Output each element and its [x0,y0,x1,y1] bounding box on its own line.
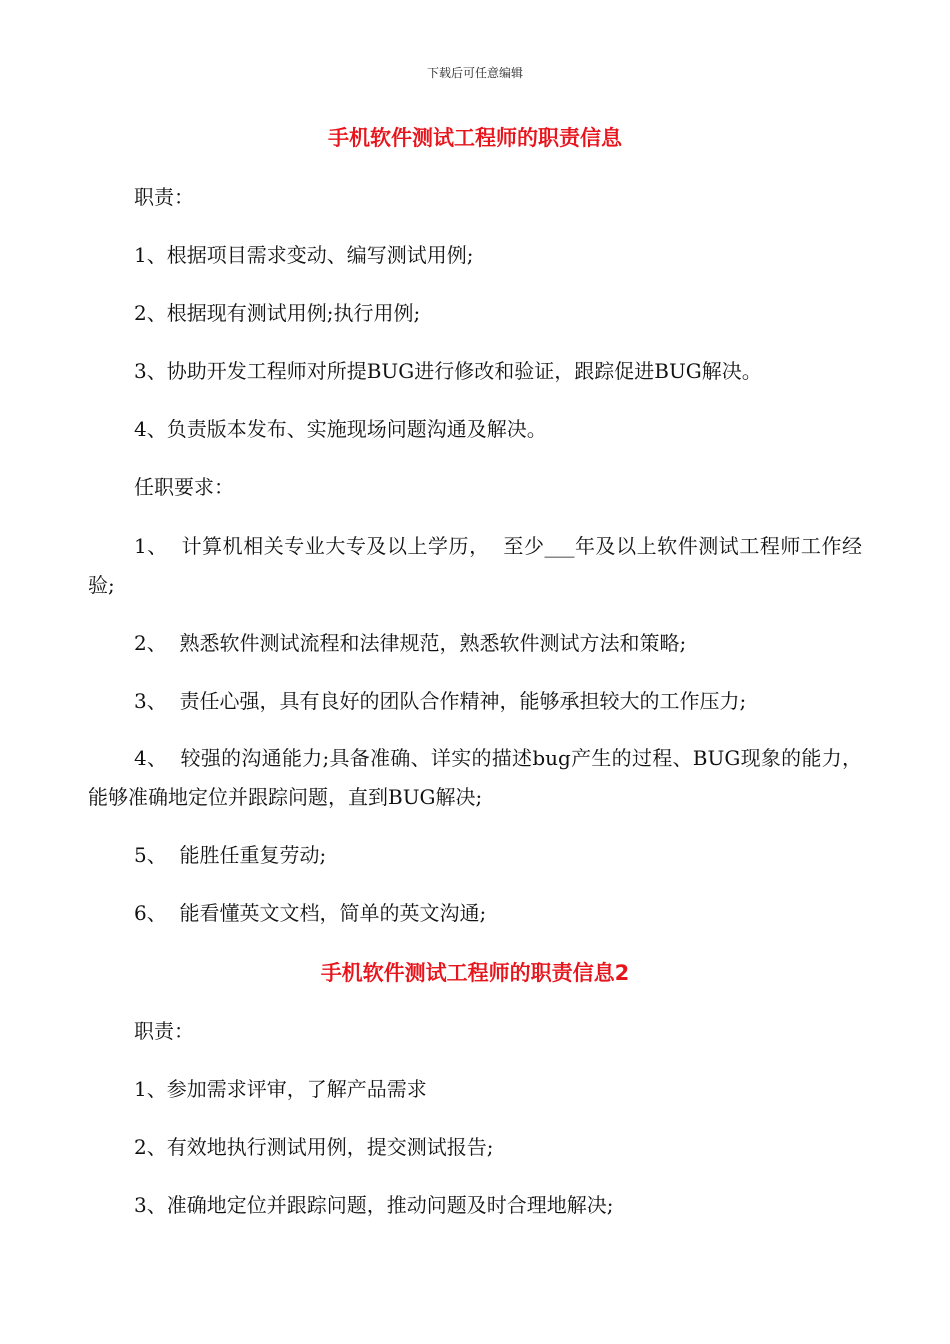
section-1-title: 手机软件测试工程师的职责信息 [328,126,622,150]
section-2-duty-item: 2、有效地执行测试用例，提交测试报告; [134,1135,494,1159]
section-1-duties-label: 职责： [134,185,194,209]
section-1-requirements-label: 任职要求： [134,475,234,499]
section-1-duty-item: 4、负责版本发布、实施现场问题沟通及解决。 [134,417,547,441]
requirement-item: 2、 熟悉软件测试流程和法律规范，熟悉软件测试方法和策略; [134,631,687,655]
page-header: 下载后可任意编辑 [426,66,523,80]
section-2-duty-item: 1、参加需求评审，了解产品需求 [134,1077,427,1101]
section-2-duty-item: 3、准确地定位并跟踪问题，推动问题及时合理地解决; [134,1193,614,1217]
section-2-duties-label: 职责： [134,1019,194,1043]
requirement-item: 3、 责任心强，具有良好的团队合作精神，能够承担较大的工作压力; [134,689,747,713]
requirement-item: 4、 较强的沟通能力;具备准确、详实的描述bug产生的过程、BUG现象的能力，能够准确地定位并跟踪问题，直到BUG解决; [88,746,862,809]
section-1-duty-item: 1、根据项目需求变动、编写测试用例; [134,243,474,267]
section-2-title: 手机软件测试工程师的职责信息2 [320,961,630,985]
requirement-item: 5、 能胜任重复劳动; [134,843,327,867]
section-1-duty-item: 2、根据现有测试用例;执行用例; [134,301,421,325]
section-1-duty-item: 3、协助开发工程师对所提BUG进行修改和验证，跟踪促进BUG解决。 [134,359,762,383]
requirement-item: 1、 计算机相关专业大专及以上学历， 至少___年及以上软件测试工程师工作经验; [88,534,862,597]
requirement-item: 6、 能看懂英文文档，简单的英文沟通; [134,901,487,925]
